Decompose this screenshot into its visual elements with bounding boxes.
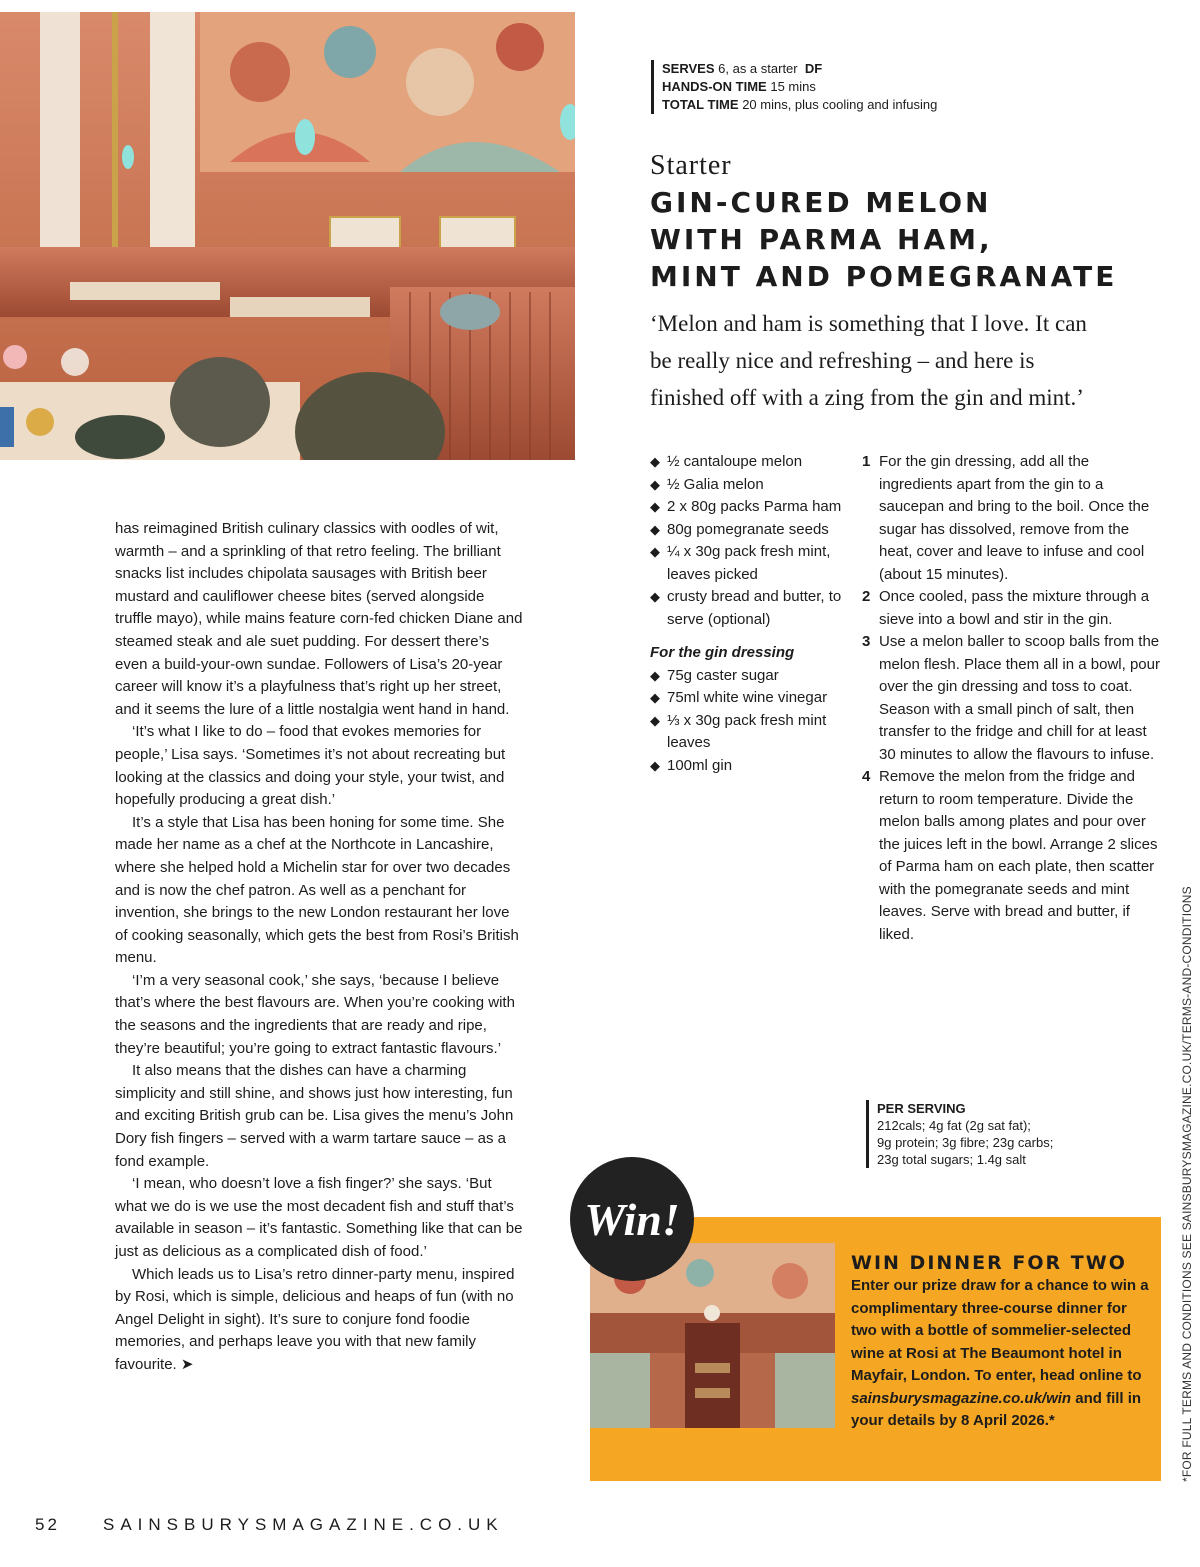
competition-link[interactable]: sainsburysmagazine.co.uk/win bbox=[851, 1389, 1072, 1407]
footer-site-url: SAINSBURYSMAGAZINE.CO.UK bbox=[103, 1515, 504, 1534]
step-number: 1 bbox=[862, 453, 871, 470]
method-step bbox=[862, 451, 1162, 586]
article-paragraph: It’s a style that Lisa has been honing for some time. She made her name as a chef at the Northcote in Lancashire, where she helped hold a Michelin star for over two decades and is now the chef patron. As well as a penchant for invention, she brings to the new London restaurant her love of cooking seasonally, which gets the best from Rosi’s British menu. bbox=[115, 813, 519, 967]
method-step bbox=[862, 631, 1162, 766]
bullet-icon: ◆ bbox=[650, 712, 660, 728]
terms-note: *FOR FULL TERMS AND CONDITIONS SEE SAINSBURYSMAGAZINE.CO.UK/TERMS-AND-CONDITIONS bbox=[1180, 886, 1194, 1482]
article-paragraph: ‘It’s what I like to do – food that evokes memories for people,’ Lisa says. ‘Sometimes it’s not about recreating but looking at the classics and doing your style, your twist, and hopefully producing a great dish.’ bbox=[115, 723, 506, 809]
hands-on-value: 15 mins bbox=[770, 79, 816, 94]
ingredients-list bbox=[650, 451, 850, 777]
ingredient-item: ◆ ½ cantaloupe melon bbox=[650, 451, 850, 474]
ingredient-item: ◆ ⅓ x 30g pack fresh mint leaves bbox=[650, 710, 850, 755]
continue-arrow-icon: ➤ bbox=[180, 1355, 194, 1373]
article-paragraph: Which leads us to Lisa’s retro dinner-party menu, inspired by Rosi, which is simple, delicious and heaps of fun (with no Angel Delight in sight). It’s sure to conjure fond foodie memories, and perhaps leave you with that new family favourite. ➤ bbox=[115, 1265, 515, 1373]
hands-on-line bbox=[662, 78, 937, 96]
ingredient-item: ◆ ½ Galia melon bbox=[650, 474, 850, 497]
bullet-icon: ◆ bbox=[650, 667, 660, 683]
quote-line: be really nice and refreshing – and here is bbox=[650, 348, 1035, 373]
diet-tag: DF bbox=[804, 61, 823, 76]
bullet-icon: ◆ bbox=[650, 589, 660, 604]
ingredient-item: ◆ 2 x 80g packs Parma ham bbox=[650, 496, 850, 519]
ingredient-item: ◆ crusty bread and butter, to serve (optional) bbox=[650, 586, 850, 631]
total-time-line bbox=[662, 96, 937, 114]
course-label: Starter bbox=[650, 150, 732, 181]
method-steps bbox=[862, 451, 1162, 946]
bullet-icon: ◆ bbox=[650, 454, 660, 469]
quote-line: finished off with a zing from the gin and mint.’ bbox=[650, 385, 1084, 410]
bullet-icon: ◆ bbox=[650, 476, 660, 492]
nutrition-info bbox=[866, 1100, 1147, 1168]
article-paragraph: has reimagined British culinary classics with oodles of wit, warmth – and a sprinkling of that retro feeling. The brilliant snacks list includes chipolata sausages with British beer mustard and cauliflower cheese bites (served alongside truffle mayo), while mains feature corn-fed chicken Diane and steamed steak and ale suet pudding. For dessert there’s even a build-your-own sundae. Followers of Lisa’s 20-year career will know it’s a playfulness that’s right up her street, and it seems the lure of a little nostalgia went hand in hand. bbox=[115, 520, 523, 718]
competition-text: Enter our prize draw for a chance to win a complimentary three-course dinner for two with a bottle of sommelier-selected wine at Rosi at The Beaumont hotel in Mayfair, London. To enter, head online to sainsburysmagazine.co.uk/win and fill in your details by 8 April 2026.* bbox=[851, 1277, 1149, 1429]
nutrition-line: 23g total sugars; 1.4g salt bbox=[877, 1152, 1026, 1167]
per-serving-label: PER SERVING bbox=[877, 1101, 966, 1116]
article-body bbox=[115, 518, 525, 1377]
article-paragraph: ‘I’m a very seasonal cook,’ she says, ‘because I believe that’s where the best flavours are. When you’re cooking with the seasons and the ingredients that are ready and ripe, they’re beautiful; you’re going to extract fantastic flavours.’ bbox=[115, 971, 515, 1057]
competition-heading: WIN DINNER FOR TWO bbox=[851, 1252, 1127, 1274]
title-line: WITH PARMA HAM, bbox=[650, 223, 993, 256]
ingredient-item: ◆ ¼ x 30g pack fresh mint, leaves picked bbox=[650, 541, 850, 586]
ingredient-item: ◆ 75g caster sugar bbox=[650, 665, 850, 688]
win-badge: Win! bbox=[570, 1157, 694, 1281]
gin-dressing-heading: For the gin dressing bbox=[650, 644, 795, 661]
step-text: Use a melon baller to scoop balls from the melon flesh. Place them all in a bowl, pour over the gin dressing and toss to coat. Season with a small pinch of salt, then transfer to the fridge and chill for at least 30 minutes to allow the flavours to infuse. bbox=[879, 633, 1160, 763]
hands-on-label: HANDS-ON TIME bbox=[662, 79, 767, 94]
title-line: MINT AND POMEGRANATE bbox=[650, 260, 1118, 293]
nutrition-line: 212cals; 4g fat (2g sat fat); bbox=[877, 1118, 1031, 1133]
article-paragraph: It also means that the dishes can have a charming simplicity and still shine, and shows just how interesting, fun and exciting British grub can be. Lisa gives the menu’s John Dory fish fingers – served with a warm tartare sauce – as a fond example. bbox=[115, 1062, 514, 1170]
chef-quote bbox=[650, 305, 1170, 416]
ingredient-item: ◆ 75ml white wine vinegar bbox=[650, 687, 850, 710]
step-text: Once cooled, pass the mixture through a sieve into a bowl and stir in the gin. bbox=[879, 588, 1150, 628]
serves-value: 6, as a starter bbox=[718, 61, 798, 76]
ingredient-item: ◆ 100ml gin bbox=[650, 755, 850, 778]
bullet-icon: ◆ bbox=[650, 757, 660, 773]
step-text: For the gin dressing, add all the ingredients apart from the gin to a saucepan and bring to the boil. Once the sugar has dissolved, remove from the heat, cover and leave to infuse and cool (about 15 minutes). bbox=[879, 453, 1150, 583]
nutrition-line: 9g protein; 3g fibre; 23g carbs; bbox=[877, 1135, 1054, 1150]
ingredient-item: ◆ 80g pomegranate seeds bbox=[650, 519, 850, 542]
restaurant-photo bbox=[0, 12, 575, 460]
page-number: 52 bbox=[35, 1515, 60, 1534]
bullet-icon: ◆ bbox=[650, 499, 660, 514]
step-number: 4 bbox=[862, 768, 871, 785]
serves-line bbox=[662, 60, 937, 78]
bullet-icon: ◆ bbox=[650, 521, 660, 537]
quote-line: ‘Melon and ham is something that I love. It can bbox=[650, 311, 1087, 336]
total-time-label: TOTAL TIME bbox=[662, 97, 739, 112]
title-line: GIN-CURED MELON bbox=[650, 186, 992, 219]
step-text: Remove the melon from the fridge and return to room temperature. Divide the melon balls among plates and pour over the juices left in the bowl. Arrange 2 slices of Parma ham on each plate, then scatter with the pomegranate seeds and mint leaves. Serve with bread and butter, if liked. bbox=[879, 768, 1158, 943]
total-time-value: 20 mins, plus cooling and infusing bbox=[742, 97, 938, 112]
bullet-icon: ◆ bbox=[650, 544, 660, 559]
bullet-icon: ◆ bbox=[650, 690, 660, 705]
step-number: 3 bbox=[862, 633, 871, 650]
step-number: 2 bbox=[862, 588, 871, 605]
recipe-title bbox=[650, 184, 1170, 295]
recipe-meta bbox=[651, 60, 937, 114]
method-step bbox=[862, 586, 1162, 631]
serves-label: SERVES bbox=[662, 61, 715, 76]
article-paragraph: ‘I mean, who doesn’t love a fish finger?’ she says. ‘But what we do is we use the most decadent fish and stuff that’s available in season – it’s fantastic. Something like that can be just as delicious as a complicated dish of food.’ bbox=[115, 1175, 523, 1260]
method-step bbox=[862, 766, 1162, 946]
